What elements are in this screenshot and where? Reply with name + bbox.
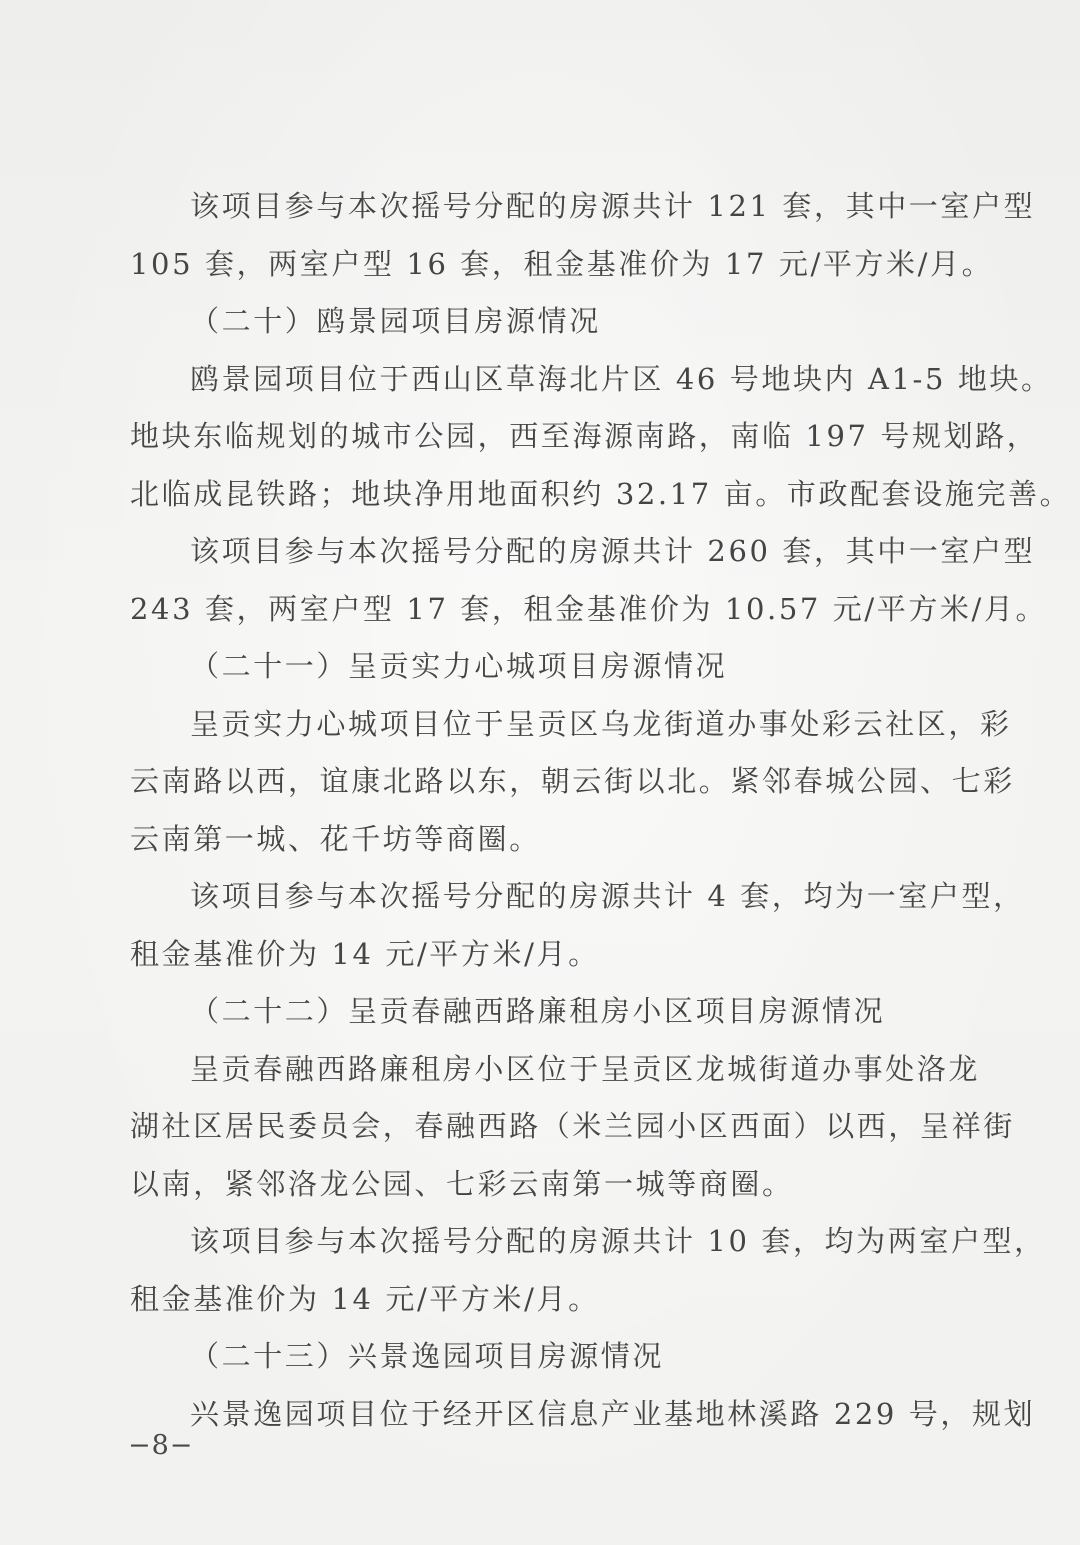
- body-line-7: 该项目参与本次摇号分配的房源共计 260 套，其中一室户型: [190, 534, 1036, 568]
- body-line-2: 105 套，两室户型 16 套，租金基准价为 17 元/平方米/月。: [130, 246, 994, 281]
- body-line-6: 北临成昆铁路；地块净用地面积约 32.17 亩。市政配套设施完善。: [130, 476, 1072, 511]
- body-line-19: 该项目参与本次摇号分配的房源共计 10 套，均为两室户型，: [190, 1224, 1046, 1258]
- body-line-22: 兴景逸园项目位于经开区信息产业基地林溪路 229 号，规划: [190, 1396, 1036, 1431]
- page-number: −8−: [128, 1430, 194, 1461]
- section-heading-21: （二十一）呈贡实力心城项目房源情况: [190, 649, 728, 683]
- body-line-18: 以南，紧邻洛龙公园、七彩云南第一城等商圈。: [130, 1166, 794, 1201]
- body-line-20: 租金基准价为 14 元/平方米/月。: [130, 1281, 600, 1316]
- body-line-17: 湖社区居民委员会，春融西路（米兰园小区西面）以西，呈祥街: [130, 1109, 1015, 1143]
- section-heading-22: （二十二）呈贡春融西路廉租房小区项目房源情况: [190, 994, 886, 1028]
- section-heading-20: （二十）鸥景园项目房源情况: [190, 304, 601, 338]
- body-line-13: 该项目参与本次摇号分配的房源共计 4 套，均为一室户型，: [190, 879, 1025, 913]
- body-line-8: 243 套，两室户型 17 套，租金基准价为 10.57 元/平方米/月。: [130, 591, 1048, 626]
- body-line-10: 呈贡实力心城项目位于呈贡区乌龙街道办事处彩云社区，彩: [190, 706, 1012, 741]
- document-body: [130, 178, 1072, 1443]
- body-line-14: 租金基准价为 14 元/平方米/月。: [130, 936, 600, 971]
- section-heading-23: （二十三）兴景逸园项目房源情况: [190, 1339, 665, 1373]
- body-line-16: 呈贡春融西路廉租房小区位于呈贡区龙城街道办事处洛龙: [190, 1051, 981, 1086]
- body-line-11: 云南路以西，谊康北路以东，朝云街以北。紧邻春城公园、七彩: [130, 764, 1015, 798]
- body-line-12: 云南第一城、花千坊等商圈。: [130, 821, 541, 856]
- body-line-5: 地块东临规划的城市公园，西至海源南路，南临 197 号规划路，: [130, 419, 1039, 453]
- body-line-4: 鸥景园项目位于西山区草海北片区 46 号地块内 A1-5 地块。: [190, 361, 1053, 396]
- body-line-1: 该项目参与本次摇号分配的房源共计 121 套，其中一室户型: [190, 189, 1036, 223]
